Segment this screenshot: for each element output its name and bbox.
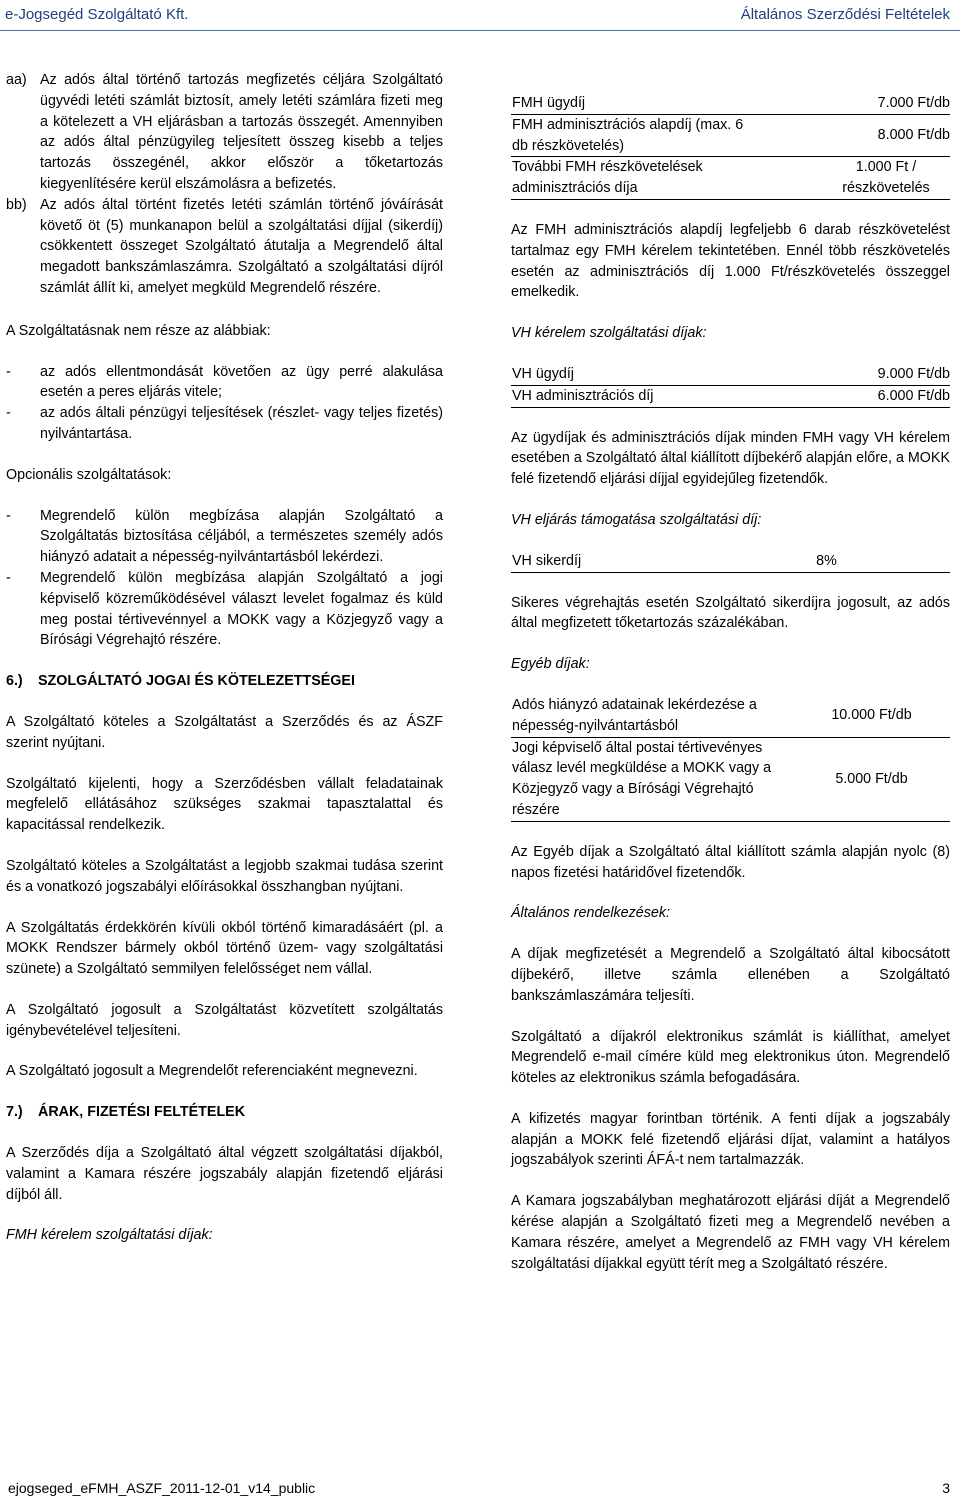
fmh-fees-heading: FMH kérelem szolgáltatási díjak: — [6, 1227, 213, 1244]
paragraph: A Szolgáltató jogosult a Szolgáltatást közvetített szolgáltatás igénybevételével teljesíteni. — [6, 1001, 443, 1039]
paragraph: A díjak megfizetését a Megrendelő a Szolgáltató által kibocsátott díjbekérő, illetve számla ellenében a Szolgáltató bankszámlaszámára teljesíti. — [511, 946, 950, 1004]
section-6-number: 6.) — [6, 673, 23, 690]
vh-fees-heading: VH kérelem szolgáltatási díjak: — [511, 325, 707, 342]
optional-services-heading: Opcionális szolgáltatások: — [6, 466, 172, 483]
page-header — [5, 6, 950, 26]
paragraph: Szolgáltató kijelenti, hogy a Szerződésben vállalt feladatainak megfelelő ellátásához szükséges szakmai tapasztalattal és kapacitással rendelkezik. — [6, 775, 443, 834]
clause-bb-label: bb) — [6, 196, 27, 213]
list-item-text: Megrendelő külön megbízása alapján Szolgáltató a Szolgáltatás biztosítása céljából, a természetes személy adós hiányzó adatait a népesség-nyilvántartásból lekérdezi. — [40, 507, 443, 566]
fee-amount: 9.000 Ft/db — [801, 364, 950, 385]
table-row — [511, 157, 950, 200]
exclusions-heading: A Szolgáltatásnak nem része az alábbiak: — [6, 322, 271, 339]
general-provisions-heading: Általános rendelkezések: — [511, 905, 670, 922]
list-item — [6, 506, 443, 568]
fee-label: Jogi képviselő által postai tértivevényes válasz levél megküldése a MOKK vagy a Közjegyző vagy a Bírósági Végrehajtó részére — [511, 737, 792, 821]
fee-label: Adós hiányzó adatainak lekérdezése a népesség-nyilvántartásból — [511, 695, 792, 737]
list-item-text: Megrendelő külön megbízása alapján Szolgáltató a jogi képviselő közreműködésével választ levelet fogalmaz és küld meg postai tértivevénnyel a MOKK vagy a Közjegyző vagy a Bírósági Végrehajtó részére. — [40, 569, 443, 649]
fee-label: További FMH részkövetelések adminisztrációs díja — [511, 157, 762, 200]
right-column — [511, 93, 950, 1294]
table-row — [511, 114, 950, 157]
fee-label: VH ügydíj — [511, 364, 801, 385]
company-name: e-Jogsegéd Szolgáltató Kft. — [5, 6, 189, 23]
section-6-heading — [6, 671, 443, 692]
vh-fee-table — [511, 364, 950, 408]
page-footer — [8, 1480, 950, 1496]
left-column — [6, 70, 443, 1266]
other-fees-heading: Egyéb díjak: — [511, 656, 590, 673]
list-item — [6, 568, 443, 651]
table-row — [511, 93, 950, 114]
fee-amount: 10.000 Ft/db — [792, 695, 950, 737]
fee-amount: 1.000 Ft / részkövetelés — [762, 157, 950, 200]
vh-success-fee-table — [511, 551, 950, 573]
paragraph: Szolgáltató köteles a Szolgáltatást a legjobb szakmai tudása szerint és a vonatkozó jogszabályi előírásokkal összhangban nyújtani. — [6, 857, 443, 895]
document-id: ejogseged_eFMH_ASZF_2011-12-01_v14_public — [8, 1480, 316, 1496]
vh-success-fee-note: Sikeres végrehajtás esetén Szolgáltató sikerdíjra jogosult, az adós által megfizetett tőketartozás százalékában. — [511, 594, 950, 632]
table-row — [511, 385, 950, 407]
fee-label: VH sikerdíj — [511, 551, 762, 572]
vh-support-heading: VH eljárás támogatása szolgáltatási díj: — [511, 511, 762, 528]
clause-aa-text: Az adós által történő tartozás megfizetés céljára Szolgáltató ügyvédi letéti számlát biztosít, amely letéti számlára fizeti meg a kötelezett a VH eljárásban a tartozás összegét. Amennyiben az adós által pénzügyileg teljesített összeg kisebb a teljes tartozás összegénél, akkor először a tőketartozás kiegyenlítésére kerül elszámolásra a befizetés. — [40, 72, 443, 192]
list-dash: - — [6, 507, 11, 524]
optional-services-list — [6, 506, 443, 652]
paragraph: A Szerződés díja a Szolgáltató által végzett szolgáltatási díjakból, valamint a Kamara részére jogszabály alapján fizetendő eljárási díjból áll. — [6, 1145, 443, 1203]
table-row — [511, 737, 950, 821]
header-divider — [0, 30, 960, 31]
table-row — [511, 695, 950, 737]
fee-label: FMH adminisztrációs alapdíj (max. 6 db részkövetelés) — [511, 114, 762, 157]
fmh-fee-note: Az FMH adminisztrációs alapdíj legfeljebb 6 darab részkövetelést tartalmaz egy FMH kérelem tekintetében. Ennél több részkövetelés esetén az adminisztrációs díj 1.000 Ft/részkövetelés összeggel emelkedik. — [511, 221, 950, 301]
fee-amount: 8% — [762, 551, 950, 572]
paragraph: Szolgáltató a díjakról elektronikus számlát is kiállíthat, amelyet Megrendelő e-mail címére küld meg elektronikus úton. Megrendelő köteles az elektronikus számla befogadására. — [511, 1028, 950, 1087]
vh-fee-note: Az ügydíjak és adminisztrációs díjak minden FMH vagy VH kérelem esetében a Szolgáltató által kiállított díjbekérő alapján előre, a MOKK felé fizetendő eljárási díjjal egyidejűleg fizetendők. — [511, 429, 950, 488]
table-row — [511, 551, 950, 572]
other-fee-table — [511, 695, 950, 822]
fee-amount: 5.000 Ft/db — [792, 737, 950, 821]
section-7-title: ÁRAK, FIZETÉSI FELTÉTELEK — [38, 1104, 246, 1121]
fmh-fee-table — [511, 93, 950, 200]
list-item — [6, 403, 443, 445]
list-dash: - — [6, 405, 11, 422]
fee-label: VH adminisztrációs díj — [511, 385, 801, 407]
fee-amount: 7.000 Ft/db — [762, 93, 950, 114]
paragraph: A Szolgáltatás érdekkörén kívüli okból történő kimaradásáért (pl. a MOKK Rendszer bármely okból történő üzem- vagy szolgáltatási szünete) a Szolgáltató semmilyen felelősséget nem vállal. — [6, 919, 443, 978]
page-number: 3 — [942, 1480, 950, 1496]
table-row — [511, 364, 950, 385]
paragraph: A kifizetés magyar forintban történik. A fenti díjak a jogszabály alapján a MOKK felé fizetendő eljárási díjat, valamint a hatályos jogszabályok szerinti ÁFÁ-t nem tartalmazzák. — [511, 1110, 950, 1169]
exclusions-list — [6, 362, 443, 445]
list-dash: - — [6, 363, 11, 380]
clause-bb — [6, 195, 443, 299]
list-item — [6, 362, 443, 404]
paragraph: A Kamara jogszabályban meghatározott eljárási díját a Megrendelő kérése alapján a Szolgáltató fizeti meg a Megrendelő nevében a Kamara részére, amelyet a Megrendelő az FMH vagy VH kérelem szolgáltatási díjakkal együtt térít meg a Szolgáltató részére. — [511, 1193, 950, 1272]
section-7-number: 7.) — [6, 1104, 23, 1121]
section-7-heading — [6, 1102, 443, 1123]
fee-amount: 6.000 Ft/db — [801, 385, 950, 407]
clause-aa — [6, 70, 443, 195]
fee-amount: 8.000 Ft/db — [762, 114, 950, 157]
fee-label: FMH ügydíj — [511, 93, 762, 114]
paragraph: A Szolgáltató jogosult a Megrendelőt referenciaként megnevezni. — [6, 1063, 418, 1080]
list-dash: - — [6, 569, 11, 586]
list-item-text: az adós ellentmondását követően az ügy perré alakulása esetén a peres eljárás vitele; — [40, 363, 443, 401]
paragraph: A Szolgáltató köteles a Szolgáltatást a Szerződés és az ÁSZF szerint nyújtani. — [6, 713, 443, 751]
section-6-title: SZOLGÁLTATÓ JOGAI ÉS KÖTELEZETTSÉGEI — [38, 673, 355, 690]
other-fee-note: Az Egyéb díjak a Szolgáltató által kiállított számla alapján nyolc (8) napos fizetési határidővel fizetendők. — [511, 843, 950, 881]
clause-aa-label: aa) — [6, 72, 27, 88]
clause-bb-text: Az adós által történt fizetés letéti számlán történő jóváírását követő öt (5) munkanapon belül a szolgáltatási díjjal (sikerdíj) csökkentett összeget Szolgáltató átutalja a Megrendelő által megadott bankszámlaszámra. Szolgáltató a szolgáltatási díjról számlát állít ki, amelyet megküld Megrendelő részére. — [40, 196, 443, 296]
list-item-text: az adós általi pénzügyi teljesítések (részlet- vagy teljes fizetés) nyilvántartása. — [40, 405, 443, 442]
document-title: Általános Szerződési Feltételek — [740, 6, 950, 23]
